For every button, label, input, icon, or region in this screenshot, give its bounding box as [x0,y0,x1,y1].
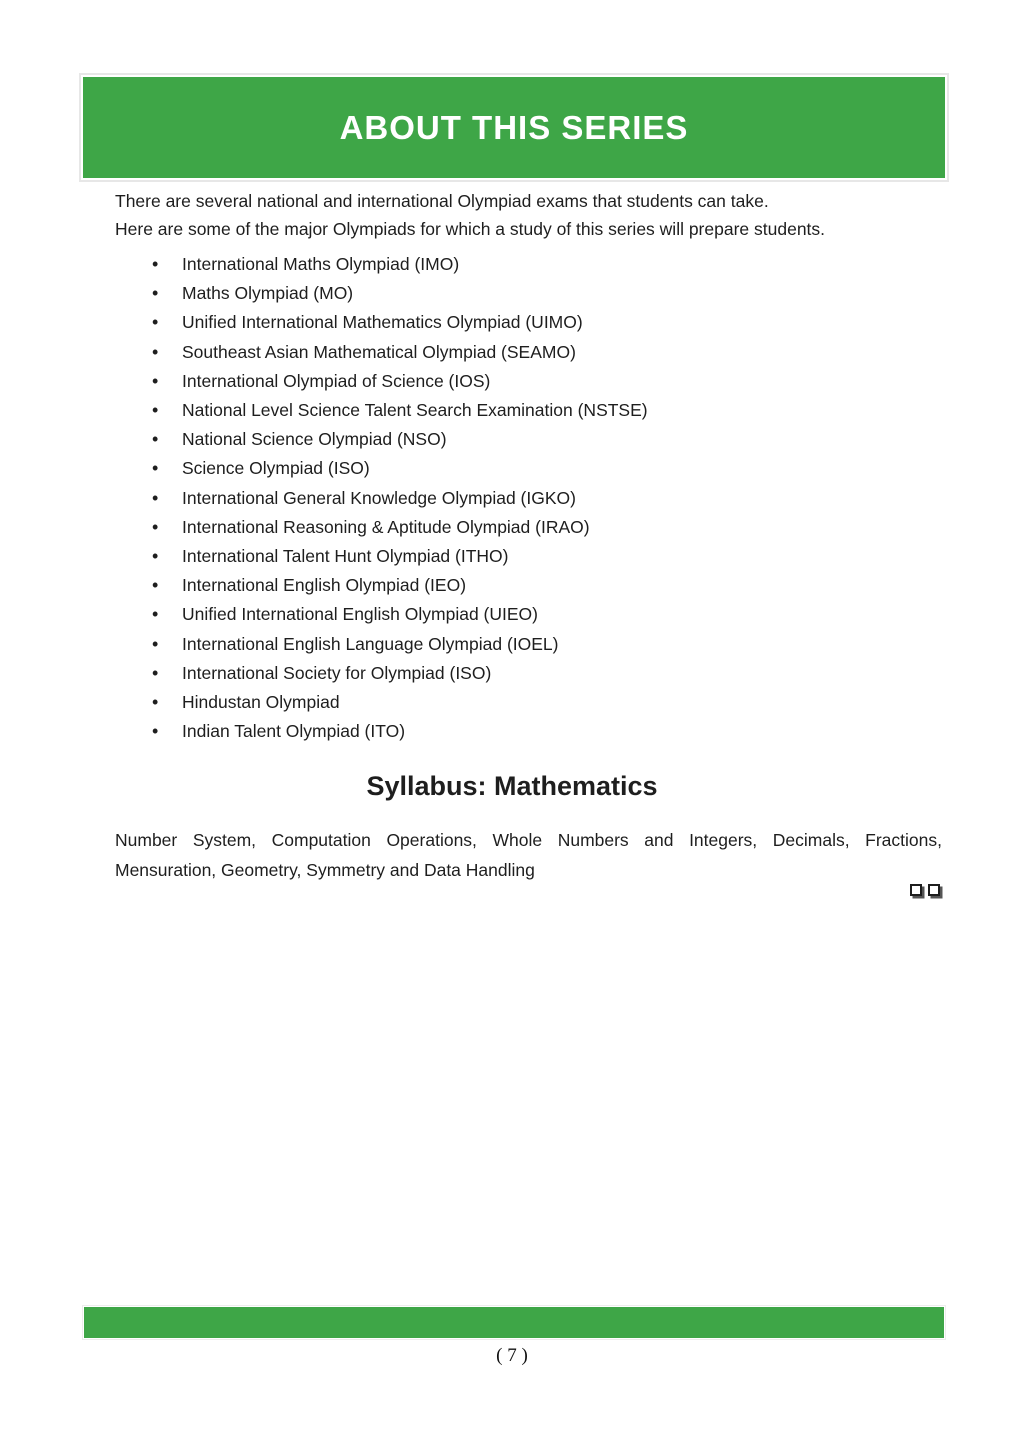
list-item-iso-science: • Science Olympiad (ISO) [152,454,912,483]
list-item-nso: • National Science Olympiad (NSO) [152,425,912,454]
intro-line-1: There are several national and international Olympiad exams that students can take. [115,191,769,211]
intro-line-2: Here are some of the major Olympiads for which a study of this series will prepare students. [115,219,826,239]
shadowed-square-icon [910,884,922,896]
list-item-itho: • International Talent Hunt Olympiad (ITHO) [152,542,912,571]
page-title: ABOUT THIS SERIES [339,108,689,146]
list-item-seamo: • Southeast Asian Mathematical Olympiad (SEAMO) [152,338,912,367]
list-item-igko: • International General Knowledge Olympiad (IGKO) [152,484,912,513]
shadowed-square-icon [928,884,940,896]
syllabus-body-paragraph: Number System, Computation Operations, Whole Numbers and Integers, Decimals, Fractions, Mensuration, Geometry, Symmetry and Data Handling [115,830,942,880]
list-item-ieo: • International English Olympiad (IEO) [152,571,912,600]
list-item-imo: • International Maths Olympiad (IMO) [152,250,912,279]
list-item-iso-society: • International Society for Olympiad (ISO) [152,659,912,688]
syllabus-heading: Syllabus: Mathematics [366,771,658,801]
list-item-ito: • Indian Talent Olympiad (ITO) [152,717,912,746]
olympiad-list [152,250,912,746]
list-item-ios: • International Olympiad of Science (IOS) [152,367,912,396]
footer-bar [84,1307,944,1338]
list-item-uieo: • Unified International English Olympiad (UIEO) [152,600,912,629]
list-item-ioel: • International English Language Olympiad (IOEL) [152,630,912,659]
list-item-uimo: • Unified International Mathematics Olympiad (UIMO) [152,308,912,337]
list-item-irao: • International Reasoning & Aptitude Olympiad (IRAO) [152,513,912,542]
end-of-section-marks [910,884,940,896]
list-item-hindustan: • Hindustan Olympiad [152,688,912,717]
page-number: ( 7 ) [496,1345,528,1366]
list-item-nstse: • National Level Science Talent Search Examination (NSTSE) [152,396,912,425]
header-banner [83,77,945,178]
list-item-mo: • Maths Olympiad (MO) [152,279,912,308]
